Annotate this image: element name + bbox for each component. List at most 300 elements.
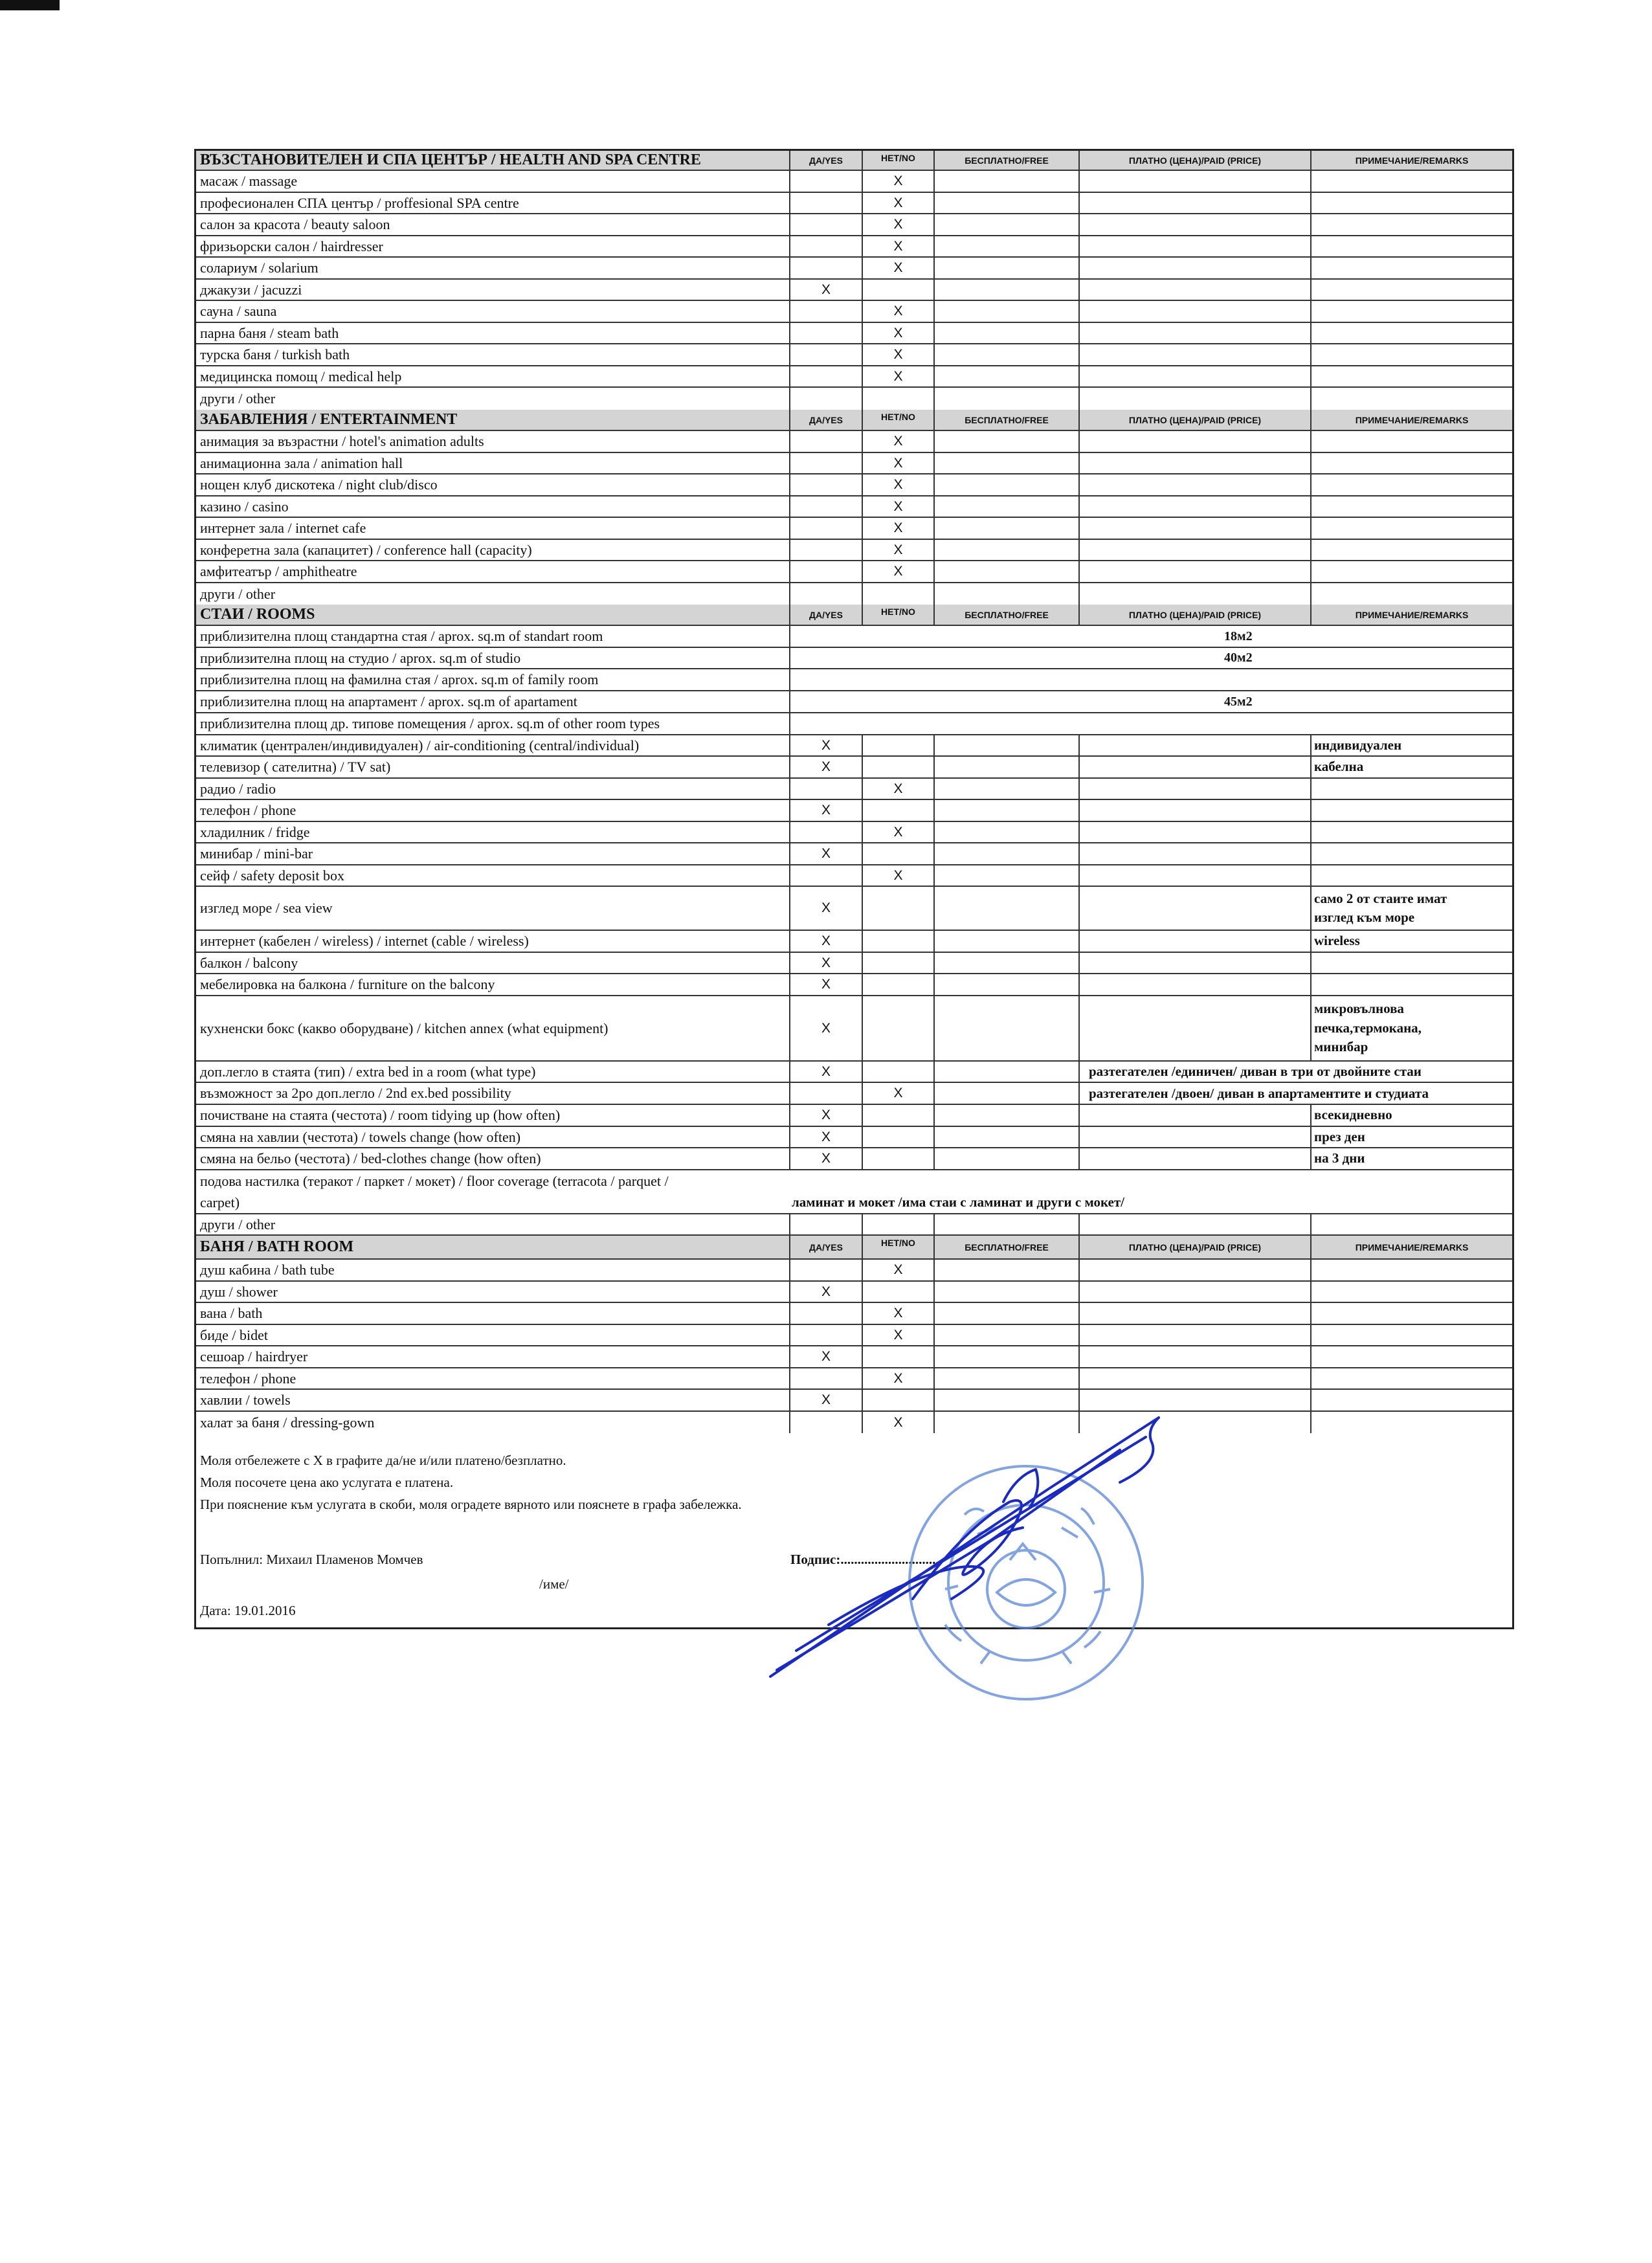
paid-cell: [1078, 1346, 1310, 1367]
paid-cell: [1078, 301, 1310, 322]
yes-cell: [789, 822, 862, 842]
yes-cell: [789, 1303, 862, 1324]
paid-cell: [1078, 757, 1310, 777]
no-cell: [862, 1148, 933, 1169]
paid-cell: [1078, 887, 1310, 930]
col-free-header: БЕСПЛАТНО/FREE: [933, 151, 1078, 170]
remarks-cell: [1310, 301, 1512, 322]
col-remarks-header: ПРИМЕЧАНИЕ/REMARKS: [1310, 151, 1512, 170]
room-row-second-extra-bed: [196, 1083, 1512, 1105]
row-label: други / other: [200, 1216, 276, 1232]
paid-cell: [1078, 453, 1310, 473]
paid-cell: [1078, 1127, 1310, 1147]
filled-by: Попълнил: Михаил Пламенов Момчев: [200, 1552, 423, 1567]
table-row: [196, 214, 1512, 236]
free-cell: [933, 974, 1078, 995]
label-line: carpet): [200, 1194, 240, 1210]
yes-cell: [789, 344, 862, 365]
paid-cell: [1078, 518, 1310, 539]
table-row: [196, 1390, 1512, 1412]
no-cell: [862, 1127, 933, 1147]
free-cell: [933, 301, 1078, 322]
remark-line: изглед към море: [1314, 909, 1415, 925]
paid-remarks-merged-cell: разтегателен /двоен/ диван в апартаментите и студиата: [1078, 1083, 1512, 1104]
row-label: телефон / phone: [200, 802, 296, 818]
paid-cell: [1078, 583, 1310, 605]
no-cell: X: [862, 1083, 933, 1104]
area-row-other: [196, 713, 1512, 735]
area-value: 45м2: [1224, 694, 1253, 709]
area-value-cell: [789, 669, 1512, 690]
table-row: [196, 540, 1512, 561]
paid-cell: [1078, 280, 1310, 300]
table-row: [196, 474, 1512, 496]
row-label: сейф / safety deposit box: [200, 867, 345, 884]
handwritten-signature-icon: [757, 1411, 1172, 1696]
free-cell: [933, 996, 1078, 1060]
room-row-tv: [196, 757, 1512, 779]
paid-cell: [1078, 258, 1310, 278]
no-cell: [862, 757, 933, 777]
no-cell: [862, 843, 933, 864]
row-label: солариум / solarium: [200, 260, 318, 276]
row-label: изглед море / sea view: [200, 900, 333, 916]
remarks-cell: [1310, 280, 1512, 300]
remarks-cell: [1310, 214, 1512, 235]
free-cell: [933, 171, 1078, 192]
section-header-entertainment: [196, 410, 1512, 431]
row-label: приблизителна площ др. типове помещения / aprox. sq.m of other room types: [200, 715, 660, 731]
no-cell: X: [862, 496, 933, 517]
room-row-radio: [196, 779, 1512, 800]
no-cell: X: [862, 344, 933, 365]
col-no-header: НЕТ/NO: [862, 410, 933, 430]
yes-cell: [789, 214, 862, 235]
section-body-health: [196, 171, 1512, 410]
remarks-cell: [1310, 974, 1512, 995]
row-label: нощен клуб дискотека / night club/disco: [200, 476, 438, 493]
no-cell: X: [862, 236, 933, 256]
no-cell: [862, 800, 933, 821]
free-cell: [933, 953, 1078, 973]
no-cell: X: [862, 1260, 933, 1280]
table-row: [196, 301, 1512, 323]
no-cell: X: [862, 779, 933, 799]
section-header-rooms: [196, 605, 1512, 626]
area-value-cell: [789, 648, 1512, 668]
paid-cell: [1078, 931, 1310, 952]
remarks-cell: [1310, 518, 1512, 539]
table-row: [196, 1282, 1512, 1303]
row-label: почистване на стаята (честота) / room tidying up (how often): [200, 1107, 561, 1123]
free-cell: [933, 344, 1078, 365]
yes-cell: X: [789, 800, 862, 821]
remarks-cell: [1310, 258, 1512, 278]
remarks-cell: [1310, 865, 1512, 886]
row-label: медицинска помощ / medical help: [200, 368, 402, 385]
col-remarks-header: ПРИМЕЧАНИЕ/REMARKS: [1310, 1236, 1512, 1258]
col-paid-header: ПЛАТНО (ЦЕНА)/PAID (PRICE): [1078, 605, 1310, 625]
row-label: приблизителна площ на студио / aprox. sq.m of studio: [200, 649, 521, 666]
free-cell: [933, 193, 1078, 213]
paid-cell: [1078, 735, 1310, 755]
remarks-cell: [1310, 453, 1512, 473]
yes-cell: X: [789, 757, 862, 777]
free-cell: [933, 1368, 1078, 1388]
yes-cell: [789, 236, 862, 256]
remarks-cell: [1310, 561, 1512, 582]
no-cell: X: [862, 453, 933, 473]
row-label: турска баня / turkish bath: [200, 346, 350, 362]
no-cell: [862, 1105, 933, 1126]
free-cell: [933, 366, 1078, 386]
table-row: [196, 344, 1512, 366]
paid-cell: [1078, 953, 1310, 973]
section-title: ВЪЗСТАНОВИТЕЛЕН И СПА ЦЕНТЪР / HEALTH AND SPA CENTRE: [200, 151, 701, 168]
no-cell: X: [862, 518, 933, 539]
free-cell: [933, 822, 1078, 842]
remarks-cell: всекидневно: [1310, 1105, 1512, 1126]
row-label: радио / radio: [200, 780, 276, 797]
table-row: [196, 171, 1512, 193]
yes-cell: [789, 474, 862, 495]
paid-cell: [1078, 474, 1310, 495]
remarks-cell: [1310, 1282, 1512, 1302]
paid-cell: [1078, 822, 1310, 842]
yes-cell: [789, 1214, 862, 1234]
no-cell: X: [862, 431, 933, 452]
no-cell: X: [862, 865, 933, 886]
yes-cell: [789, 193, 862, 213]
row-label: сауна / sauna: [200, 303, 277, 319]
section-title: БАНЯ / BATH ROOM: [200, 1238, 354, 1255]
col-yes-header: ДА/YES: [789, 1236, 862, 1258]
table-row: [196, 193, 1512, 214]
area-row-standard: [196, 626, 1512, 648]
free-cell: [933, 843, 1078, 864]
free-cell: [933, 388, 1078, 410]
remarks-cell: [1310, 1390, 1512, 1410]
col-free-header: БЕСПЛАТНО/FREE: [933, 410, 1078, 430]
remarks-cell: [1310, 431, 1512, 452]
table-row: [196, 561, 1512, 583]
note-line: Моля отбележете с X в графите да/не и/или платено/безплатно.: [200, 1453, 566, 1468]
row-label: балкон / balcony: [200, 954, 298, 971]
col-yes-header: ДА/YES: [789, 151, 862, 170]
table-row: [196, 280, 1512, 301]
yes-cell: [789, 301, 862, 322]
table-row: [196, 323, 1512, 344]
row-label: джакузи / jacuzzi: [200, 281, 302, 298]
row-label: душ кабина / bath tube: [200, 1262, 335, 1278]
paid-cell: [1078, 496, 1310, 517]
no-cell: [862, 388, 933, 410]
row-label: приблизителна площ на фамилна стая / aprox. sq.m of family room: [200, 671, 599, 687]
remark-line: печка,термокана,: [1314, 1020, 1422, 1036]
free-cell: [933, 735, 1078, 755]
no-cell: X: [862, 1303, 933, 1324]
room-row-extra-bed: [196, 1062, 1512, 1083]
yes-cell: X: [789, 996, 862, 1060]
area-value: 18м2: [1224, 629, 1253, 643]
row-label: мебелировка на балкона / furniture on the balcony: [200, 976, 495, 992]
row-label: професионален СПА център / proffesional SPA centre: [200, 194, 519, 211]
row-label: конферетна зала (капацитет) / conference hall (capacity): [200, 541, 532, 558]
paid-cell: [1078, 996, 1310, 1060]
paid-cell: [1078, 171, 1310, 192]
no-cell: [862, 974, 933, 995]
free-cell: [933, 1105, 1078, 1126]
no-cell: [862, 931, 933, 952]
table-row: [196, 583, 1512, 605]
no-cell: X: [862, 171, 933, 192]
row-label: казино / casino: [200, 498, 289, 515]
no-cell: X: [862, 540, 933, 560]
row-label: халат за баня / dressing-gown: [200, 1414, 375, 1431]
remarks-cell: [1310, 800, 1512, 821]
row-label: интернет зала / internet cafe: [200, 520, 366, 536]
section-body-entertainment: [196, 431, 1512, 605]
yes-cell: [789, 258, 862, 278]
yes-cell: X: [789, 1148, 862, 1169]
table-row: [196, 258, 1512, 280]
room-row-balcony: [196, 953, 1512, 974]
table-row: [196, 1368, 1512, 1390]
no-cell: [862, 583, 933, 605]
row-label: смяна на бельо (честота) / bed-clothes change (how often): [200, 1150, 541, 1166]
free-cell: [933, 496, 1078, 517]
section-body-bath: [196, 1260, 1512, 1433]
yes-cell: X: [789, 1105, 862, 1126]
remarks-cell: [1310, 171, 1512, 192]
yes-cell: [789, 496, 862, 517]
free-cell: [933, 453, 1078, 473]
paid-cell: [1078, 323, 1310, 343]
paid-cell: [1078, 1325, 1310, 1345]
remarks-cell: [1310, 344, 1512, 365]
remarks-cell: [1310, 822, 1512, 842]
yes-cell: X: [789, 974, 862, 995]
yes-cell: [789, 583, 862, 605]
no-cell: [862, 887, 933, 930]
remarks-cell: [1310, 1325, 1512, 1345]
no-cell: X: [862, 258, 933, 278]
free-cell: [933, 887, 1078, 930]
no-cell: [862, 1346, 933, 1367]
table-row: [196, 518, 1512, 540]
row-label: [196, 1170, 789, 1213]
row-label: доп.легло в стаята (тип) / extra bed in a room (what type): [200, 1063, 536, 1080]
paid-cell: [1078, 561, 1310, 582]
no-cell: X: [862, 561, 933, 582]
no-cell: [862, 1214, 933, 1234]
area-value-cell: [789, 713, 1512, 734]
remarks-cell: [1310, 1214, 1512, 1234]
row-label: интернет (кабелен / wireless) / internet (cable / wireless): [200, 933, 529, 949]
yes-cell: [789, 1260, 862, 1280]
row-label: други / other: [200, 585, 276, 602]
col-remarks-header: ПРИМЕЧАНИЕ/REMARKS: [1310, 605, 1512, 625]
remarks-cell: wireless: [1310, 931, 1512, 952]
col-paid-header: ПЛАТНО (ЦЕНА)/PAID (PRICE): [1078, 1236, 1310, 1258]
table-row: [196, 496, 1512, 518]
free-cell: [933, 1260, 1078, 1280]
free-cell: [933, 1148, 1078, 1169]
paid-cell: [1078, 974, 1310, 995]
row-label: минибар / mini-bar: [200, 845, 313, 862]
free-cell: [933, 865, 1078, 886]
free-cell: [933, 1325, 1078, 1345]
remarks-cell: на 3 дни: [1310, 1148, 1512, 1169]
remarks-cell: [1310, 996, 1512, 1060]
row-label: душ / shower: [200, 1283, 278, 1300]
room-row-seaview: [196, 887, 1512, 931]
row-label: анимация за възрастни / hotel's animation adults: [200, 433, 484, 449]
row-label: други / other: [200, 390, 276, 407]
yes-cell: [789, 540, 862, 560]
yes-cell: [789, 1325, 862, 1345]
label-line: подова настилка (теракот / паркет / мокет) / floor coverage (terracota / parquet /: [200, 1173, 669, 1189]
area-value-cell: [789, 691, 1512, 712]
remarks-cell: [1310, 323, 1512, 343]
date: Дата: 19.01.2016: [200, 1603, 296, 1618]
area-row-studio: [196, 648, 1512, 669]
yes-cell: [789, 366, 862, 386]
free-cell: [933, 431, 1078, 452]
row-label: анимационна зала / animation hall: [200, 454, 403, 471]
paid-remarks-merged-cell: разтегателен /единичен/ диван в три от двойните стаи: [1078, 1062, 1512, 1082]
floor-value: ламинат и мокет /има стаи с ламинат и други с мокет/: [792, 1194, 1125, 1210]
room-row-floor: [196, 1170, 1512, 1214]
no-cell: X: [862, 822, 933, 842]
note-line: При пояснение към услугата в скоби, моля оградете вярното или пояснете в графа забележка.: [200, 1497, 742, 1512]
remarks-cell: [1310, 1303, 1512, 1324]
signature-label: Подпис:..............................: [790, 1552, 943, 1567]
paid-cell: [1078, 1368, 1310, 1388]
scan-corner-mark: [0, 0, 60, 10]
row-label: хавлии / towels: [200, 1392, 291, 1408]
remarks-cell: кабелна: [1310, 757, 1512, 777]
paid-cell: [1078, 1214, 1310, 1234]
remarks-cell: [1310, 496, 1512, 517]
paid-cell: [1078, 344, 1310, 365]
no-cell: X: [862, 366, 933, 386]
paid-cell: [1078, 431, 1310, 452]
paid-cell: [1078, 800, 1310, 821]
paid-cell: [1078, 865, 1310, 886]
col-no-header: НЕТ/NO: [862, 151, 933, 170]
note-line: Моля посочете цена ако услугата е платена.: [200, 1475, 454, 1490]
free-cell: [933, 258, 1078, 278]
row-label: телефон / phone: [200, 1370, 296, 1387]
free-cell: [933, 1127, 1078, 1147]
free-cell: [933, 1282, 1078, 1302]
no-cell: X: [862, 1368, 933, 1388]
table-row: [196, 366, 1512, 388]
no-cell: [862, 735, 933, 755]
table-row: [196, 1260, 1512, 1282]
yes-cell: X: [789, 931, 862, 952]
table-row: [196, 1346, 1512, 1368]
row-label: сешоар / hairdryer: [200, 1348, 308, 1365]
remarks-cell: [1310, 540, 1512, 560]
room-row-balcony-furniture: [196, 974, 1512, 996]
col-no-header: НЕТ/NO: [862, 1236, 933, 1258]
remarks-cell: [1310, 366, 1512, 386]
row-label: фризьорски салон / hairdresser: [200, 238, 383, 254]
col-free-header: БЕСПЛАТНО/FREE: [933, 605, 1078, 625]
table-row: [196, 453, 1512, 474]
yes-cell: [789, 518, 862, 539]
no-cell: X: [862, 323, 933, 343]
row-label: вана / bath: [200, 1305, 263, 1321]
paid-cell: [1078, 1303, 1310, 1324]
remarks-cell: [1310, 843, 1512, 864]
remarks-cell: [1310, 887, 1512, 930]
yes-cell: [789, 171, 862, 192]
col-free-header: БЕСПЛАТНО/FREE: [933, 1236, 1078, 1258]
section-title: ЗАБАВЛЕНИЯ / ENTERTAINMENT: [200, 411, 458, 428]
paid-cell: [1078, 388, 1310, 410]
row-label: климатик (централен/индивидуален) / air-conditioning (central/individual): [200, 737, 640, 753]
col-paid-header: ПЛАТНО (ЦЕНА)/PAID (PRICE): [1078, 410, 1310, 430]
section-title: СТАИ / ROOMS: [200, 606, 315, 623]
row-label: салон за красота / beauty saloon: [200, 216, 390, 232]
row-label: смяна на хавлии (честота) / towels change (how often): [200, 1128, 521, 1145]
room-row-towels-change: [196, 1127, 1512, 1148]
yes-cell: [789, 779, 862, 799]
col-paid-header: ПЛАТНО (ЦЕНА)/PAID (PRICE): [1078, 151, 1310, 170]
no-cell: X: [862, 474, 933, 495]
row-label: хладилник / fridge: [200, 823, 310, 840]
table-row: [196, 1303, 1512, 1325]
remarks-cell: [1310, 1260, 1512, 1280]
paid-cell: [1078, 1105, 1310, 1126]
paid-cell: [1078, 1260, 1310, 1280]
no-cell: [862, 953, 933, 973]
room-row-kitchen: [196, 996, 1512, 1062]
area-row-family: [196, 669, 1512, 691]
col-yes-header: ДА/YES: [789, 605, 862, 625]
room-row-fridge: [196, 822, 1512, 843]
paid-cell: [1078, 779, 1310, 799]
free-cell: [933, 540, 1078, 560]
no-cell: X: [862, 1325, 933, 1345]
col-no-header: НЕТ/NO: [862, 605, 933, 625]
yes-cell: [789, 1083, 862, 1104]
row-label: приблизителна площ на апартамент / aprox. sq.m of apartament: [200, 693, 577, 709]
yes-cell: [789, 431, 862, 452]
no-cell: [862, 1062, 933, 1082]
remarks-cell: [1310, 474, 1512, 495]
free-cell: [933, 1214, 1078, 1234]
free-cell: [933, 1346, 1078, 1367]
no-cell: X: [862, 1412, 933, 1433]
yes-cell: [789, 865, 862, 886]
free-cell: [933, 779, 1078, 799]
row-label: приблизителна площ стандартна стая / aprox. sq.m of standart room: [200, 628, 603, 644]
yes-cell: [789, 1368, 862, 1388]
table-row: [196, 236, 1512, 258]
yes-cell: X: [789, 1346, 862, 1367]
room-row-tidying: [196, 1105, 1512, 1127]
remarks-cell: [1310, 1368, 1512, 1388]
no-cell: [862, 1390, 933, 1410]
section-header-bath: [196, 1236, 1512, 1260]
yes-cell: [789, 453, 862, 473]
name-caption: /име/: [539, 1576, 569, 1592]
free-cell: [933, 1083, 1078, 1104]
